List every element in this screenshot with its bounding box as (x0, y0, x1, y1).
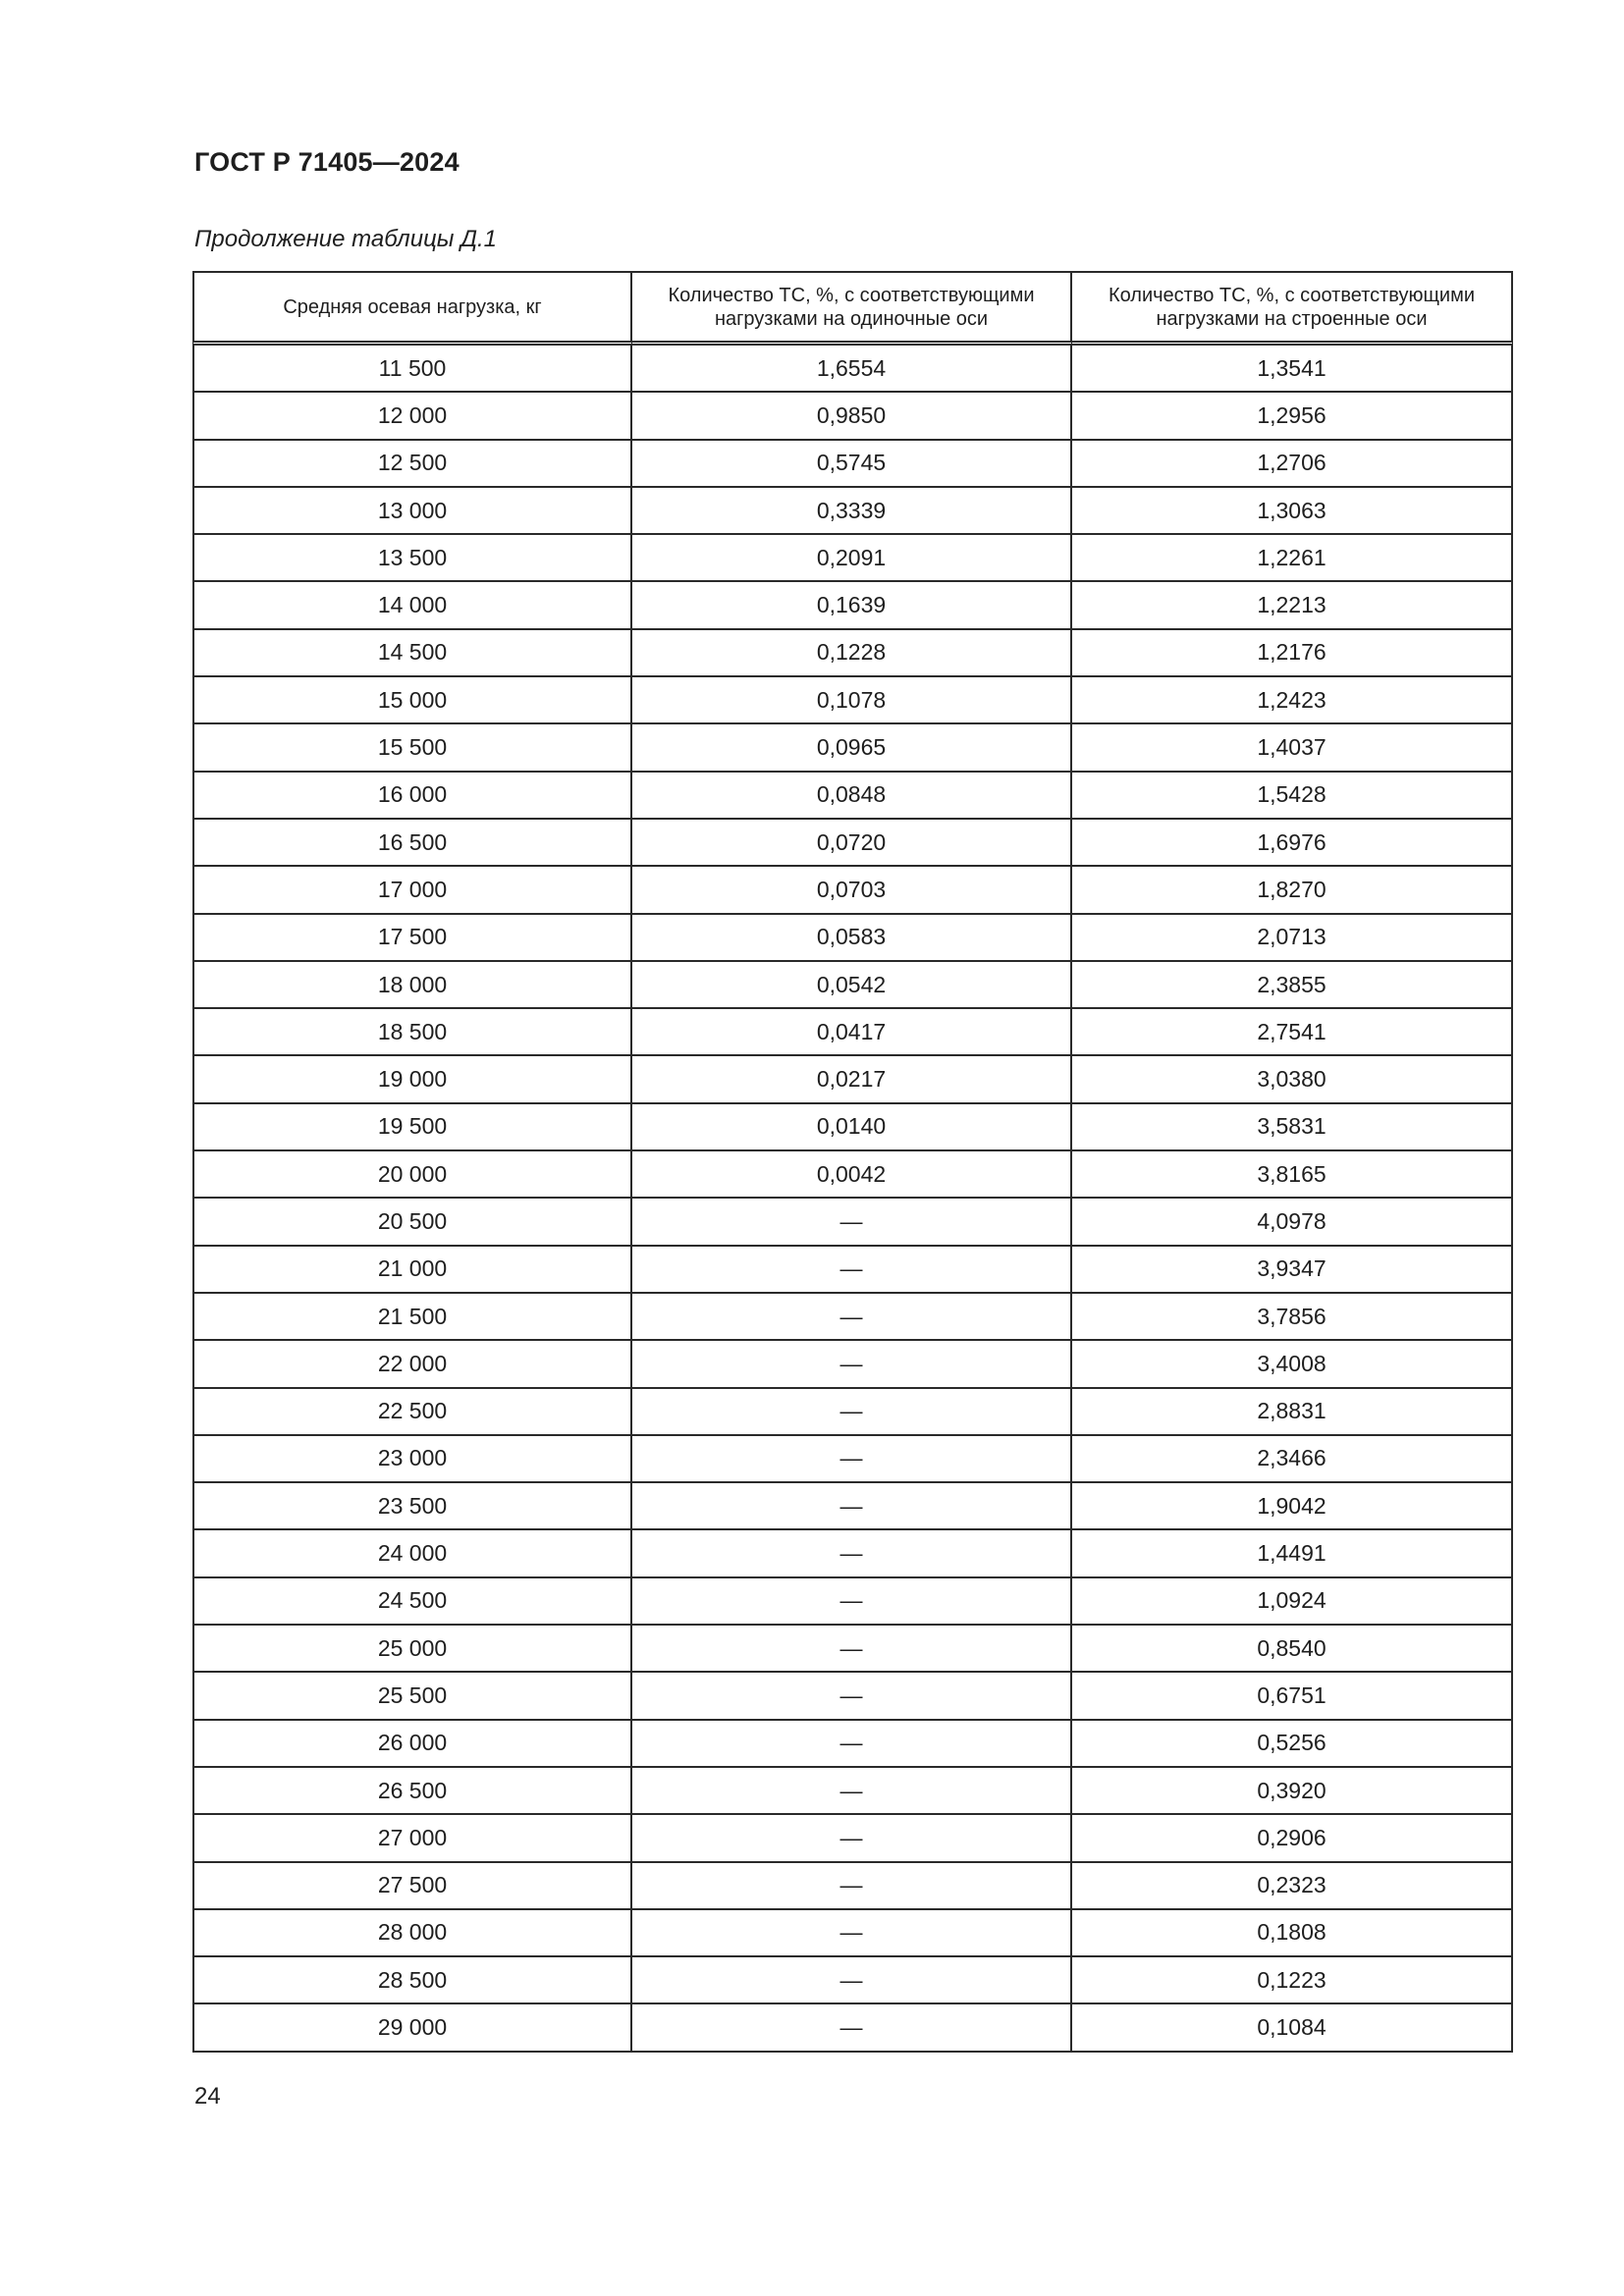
cell-triple-axle-share: 2,7541 (1072, 1009, 1513, 1056)
cell-triple-axle-share: 3,0380 (1072, 1056, 1513, 1103)
cell-single-axle-share: 0,0140 (632, 1104, 1072, 1151)
cell-axle-load: 25 500 (192, 1673, 632, 1720)
table-row (192, 1341, 1513, 1388)
cell-single-axle-share: 0,5745 (632, 441, 1072, 488)
table-row (192, 1910, 1513, 1957)
table-row (192, 1151, 1513, 1199)
cell-single-axle-share: 0,0542 (632, 962, 1072, 1009)
cell-triple-axle-share: 1,2423 (1072, 677, 1513, 724)
data-table (192, 271, 1513, 2053)
cell-triple-axle-share: 2,0713 (1072, 915, 1513, 962)
table-row (192, 1578, 1513, 1626)
cell-single-axle-share: — (632, 1341, 1072, 1388)
cell-single-axle-share: — (632, 1436, 1072, 1483)
cell-single-axle-share: 0,0720 (632, 820, 1072, 867)
cell-axle-load: 23 500 (192, 1483, 632, 1530)
cell-axle-load: 28 000 (192, 1910, 632, 1957)
cell-single-axle-share: 0,0965 (632, 724, 1072, 772)
cell-axle-load: 14 000 (192, 582, 632, 629)
table-row (192, 488, 1513, 535)
table-row (192, 1673, 1513, 1720)
cell-single-axle-share: — (632, 1578, 1072, 1626)
cell-single-axle-share: — (632, 1626, 1072, 1673)
cell-single-axle-share: — (632, 1815, 1072, 1862)
cell-triple-axle-share: 4,0978 (1072, 1199, 1513, 1246)
cell-axle-load: 26 500 (192, 1768, 632, 1815)
table-row (192, 1626, 1513, 1673)
cell-triple-axle-share: 2,3855 (1072, 962, 1513, 1009)
cell-axle-load: 17 500 (192, 915, 632, 962)
table-body (192, 346, 1513, 2053)
cell-single-axle-share: — (632, 1910, 1072, 1957)
cell-axle-load: 27 500 (192, 1863, 632, 1910)
cell-triple-axle-share: 1,5428 (1072, 773, 1513, 820)
table-row (192, 393, 1513, 440)
page-number: 24 (194, 2083, 221, 2109)
table-row (192, 1104, 1513, 1151)
cell-single-axle-share: — (632, 1247, 1072, 1294)
cell-single-axle-share: 0,0042 (632, 1151, 1072, 1199)
cell-single-axle-share: — (632, 2004, 1072, 2052)
table-row (192, 1863, 1513, 1910)
cell-axle-load: 25 000 (192, 1626, 632, 1673)
cell-triple-axle-share: 1,9042 (1072, 1483, 1513, 1530)
cell-axle-load: 12 000 (192, 393, 632, 440)
cell-triple-axle-share: 0,1223 (1072, 1957, 1513, 2004)
table-row (192, 2004, 1513, 2052)
cell-axle-load: 19 500 (192, 1104, 632, 1151)
table-caption: Продолжение таблицы Д.1 (194, 226, 498, 252)
cell-single-axle-share: — (632, 1483, 1072, 1530)
cell-axle-load: 20 500 (192, 1199, 632, 1246)
table-row (192, 1009, 1513, 1056)
table-row (192, 1436, 1513, 1483)
cell-triple-axle-share: 1,2261 (1072, 535, 1513, 582)
cell-triple-axle-share: 1,2176 (1072, 630, 1513, 677)
cell-triple-axle-share: 3,9347 (1072, 1247, 1513, 1294)
cell-axle-load: 20 000 (192, 1151, 632, 1199)
cell-single-axle-share: 0,2091 (632, 535, 1072, 582)
table-row (192, 630, 1513, 677)
cell-axle-load: 24 500 (192, 1578, 632, 1626)
cell-triple-axle-share: 1,6976 (1072, 820, 1513, 867)
cell-triple-axle-share: 1,8270 (1072, 867, 1513, 914)
cell-single-axle-share: 0,0417 (632, 1009, 1072, 1056)
table-row (192, 677, 1513, 724)
cell-single-axle-share: 0,0848 (632, 773, 1072, 820)
column-header-single-axles: Количество ТС, %, с соответствующими нагрузками на одиночные оси (632, 271, 1072, 346)
cell-triple-axle-share: 1,0924 (1072, 1578, 1513, 1626)
cell-single-axle-share: — (632, 1721, 1072, 1768)
cell-axle-load: 29 000 (192, 2004, 632, 2052)
cell-triple-axle-share: 1,3541 (1072, 346, 1513, 393)
cell-triple-axle-share: 1,2706 (1072, 441, 1513, 488)
cell-axle-load: 18 000 (192, 962, 632, 1009)
cell-triple-axle-share: 0,2323 (1072, 1863, 1513, 1910)
cell-single-axle-share: 0,1078 (632, 677, 1072, 724)
cell-triple-axle-share: 3,8165 (1072, 1151, 1513, 1199)
cell-axle-load: 14 500 (192, 630, 632, 677)
cell-axle-load: 26 000 (192, 1721, 632, 1768)
cell-single-axle-share: 0,0583 (632, 915, 1072, 962)
cell-single-axle-share: — (632, 1294, 1072, 1341)
cell-single-axle-share: — (632, 1530, 1072, 1577)
cell-axle-load: 24 000 (192, 1530, 632, 1577)
cell-single-axle-share: 1,6554 (632, 346, 1072, 393)
table-row (192, 1815, 1513, 1862)
cell-axle-load: 22 000 (192, 1341, 632, 1388)
cell-axle-load: 11 500 (192, 346, 632, 393)
cell-axle-load: 23 000 (192, 1436, 632, 1483)
table-row (192, 1199, 1513, 1246)
document-header: ГОСТ Р 71405—2024 (194, 147, 460, 177)
table-row (192, 1294, 1513, 1341)
column-header-axle-load: Средняя осевая нагрузка, кг (192, 271, 632, 346)
cell-triple-axle-share: 3,5831 (1072, 1104, 1513, 1151)
cell-axle-load: 13 500 (192, 535, 632, 582)
cell-single-axle-share: 0,1639 (632, 582, 1072, 629)
cell-axle-load: 28 500 (192, 1957, 632, 2004)
table-row (192, 820, 1513, 867)
table-row (192, 867, 1513, 914)
cell-single-axle-share: — (632, 1389, 1072, 1436)
cell-axle-load: 17 000 (192, 867, 632, 914)
cell-single-axle-share: — (632, 1673, 1072, 1720)
cell-single-axle-share: 0,1228 (632, 630, 1072, 677)
cell-axle-load: 13 000 (192, 488, 632, 535)
cell-triple-axle-share: 0,1808 (1072, 1910, 1513, 1957)
table-row (192, 1768, 1513, 1815)
table-row (192, 1957, 1513, 2004)
cell-single-axle-share: — (632, 1957, 1072, 2004)
table-row (192, 773, 1513, 820)
table-row (192, 1721, 1513, 1768)
cell-triple-axle-share: 0,5256 (1072, 1721, 1513, 1768)
cell-single-axle-share: 0,9850 (632, 393, 1072, 440)
cell-single-axle-share: 0,0217 (632, 1056, 1072, 1103)
cell-single-axle-share: — (632, 1863, 1072, 1910)
column-header-triple-axles: Количество ТС, %, с соответствующими нагрузками на строенные оси (1072, 271, 1513, 346)
cell-triple-axle-share: 0,3920 (1072, 1768, 1513, 1815)
table-row (192, 535, 1513, 582)
cell-triple-axle-share: 1,3063 (1072, 488, 1513, 535)
cell-axle-load: 16 500 (192, 820, 632, 867)
cell-single-axle-share: 0,0703 (632, 867, 1072, 914)
cell-axle-load: 12 500 (192, 441, 632, 488)
cell-triple-axle-share: 1,2956 (1072, 393, 1513, 440)
cell-triple-axle-share: 1,2213 (1072, 582, 1513, 629)
table-row (192, 346, 1513, 393)
table-row (192, 1530, 1513, 1577)
table-row (192, 1247, 1513, 1294)
table-row (192, 962, 1513, 1009)
cell-axle-load: 18 500 (192, 1009, 632, 1056)
cell-axle-load: 22 500 (192, 1389, 632, 1436)
cell-axle-load: 19 000 (192, 1056, 632, 1103)
table-header-row (192, 271, 1513, 346)
cell-axle-load: 15 500 (192, 724, 632, 772)
cell-triple-axle-share: 3,4008 (1072, 1341, 1513, 1388)
table-row (192, 915, 1513, 962)
table-row (192, 1483, 1513, 1530)
cell-single-axle-share: — (632, 1768, 1072, 1815)
cell-triple-axle-share: 2,8831 (1072, 1389, 1513, 1436)
cell-single-axle-share: — (632, 1199, 1072, 1246)
cell-axle-load: 16 000 (192, 773, 632, 820)
cell-triple-axle-share: 0,2906 (1072, 1815, 1513, 1862)
table-row (192, 1389, 1513, 1436)
cell-triple-axle-share: 0,1084 (1072, 2004, 1513, 2052)
cell-axle-load: 21 500 (192, 1294, 632, 1341)
cell-axle-load: 15 000 (192, 677, 632, 724)
cell-triple-axle-share: 0,8540 (1072, 1626, 1513, 1673)
cell-triple-axle-share: 1,4037 (1072, 724, 1513, 772)
cell-axle-load: 21 000 (192, 1247, 632, 1294)
cell-triple-axle-share: 0,6751 (1072, 1673, 1513, 1720)
cell-axle-load: 27 000 (192, 1815, 632, 1862)
cell-single-axle-share: 0,3339 (632, 488, 1072, 535)
table-row (192, 582, 1513, 629)
cell-triple-axle-share: 1,4491 (1072, 1530, 1513, 1577)
table-row (192, 1056, 1513, 1103)
table-row (192, 724, 1513, 772)
cell-triple-axle-share: 3,7856 (1072, 1294, 1513, 1341)
table-row (192, 441, 1513, 488)
cell-triple-axle-share: 2,3466 (1072, 1436, 1513, 1483)
